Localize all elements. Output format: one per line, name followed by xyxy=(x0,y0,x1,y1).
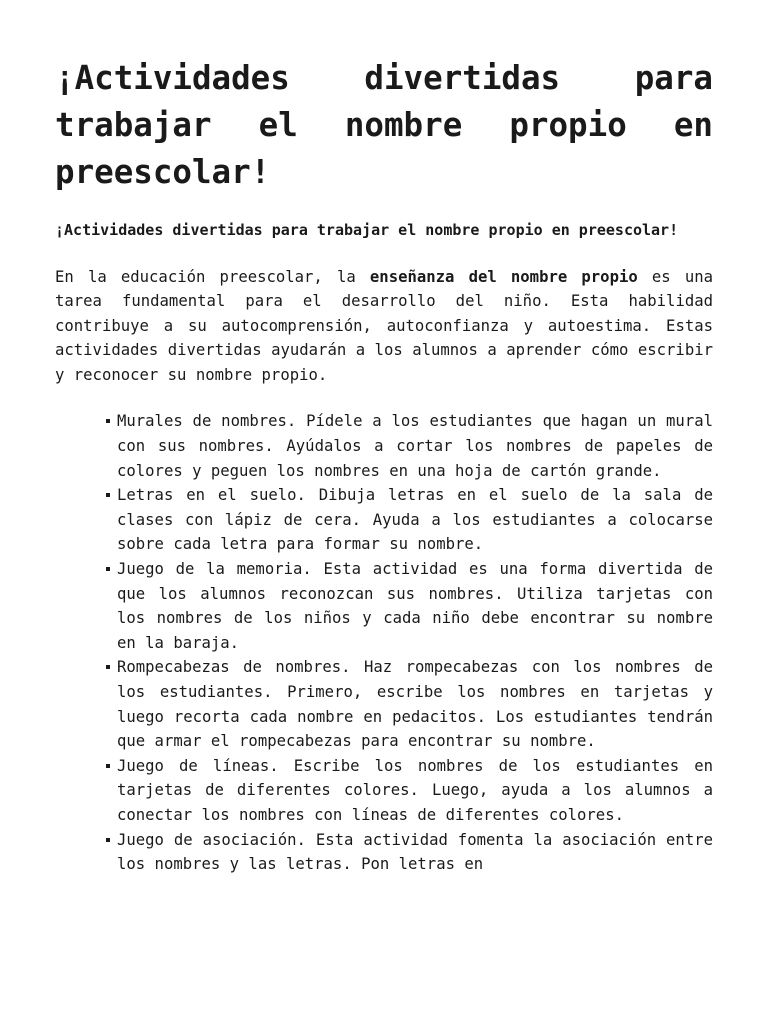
article-subtitle: ¡Actividades divertidas para trabajar el nombre propio en preescolar! xyxy=(55,221,679,239)
bullet-icon xyxy=(106,665,110,669)
intro-text-after: es una tarea fundamental para el desarrollo del niño. Esta habilidad contribuye a su autocomprensión, autoconfianza y autoestima. Estas actividades divertidas ayudarán a los alumnos a aprender cómo escribir y reconocer su nombre propio. xyxy=(55,267,714,384)
list-item-text: Murales de nombres. Pídele a los estudiantes que hagan un mural con sus nombres. Ayúdalos a cortar los nombres de papeles de colores y peguen los nombres en una hoja de cartón grande. xyxy=(117,412,713,480)
intro-bold-phrase: enseñanza del nombre propio xyxy=(369,267,638,286)
page-title: ¡Actividades divertidas para trabajar el nombre propio en preescolar! xyxy=(55,59,713,191)
list-item-lineas xyxy=(117,754,713,828)
list-item-asociacion xyxy=(117,828,713,877)
bullet-icon xyxy=(106,764,110,768)
bullet-icon xyxy=(106,493,110,497)
bullet-icon xyxy=(106,567,110,571)
bullet-icon xyxy=(106,419,110,423)
list-item-letras xyxy=(117,483,713,557)
list-item-text: Juego de líneas. Escribe los nombres de los estudiantes en tarjetas de diferentes colores. Luego, ayuda a los alumnos a conectar los nombres con líneas de diferentes colores. xyxy=(117,756,713,824)
list-item-text: Juego de asociación. Esta actividad fomenta la asociación entre los nombres y las letras. Pon letras en xyxy=(117,830,713,874)
list-item-text: Letras en el suelo. Dibuja letras en el suelo de la sala de clases con lápiz de cera. Ayuda a los estudiantes a colocarse sobre cada letra para formar su nombre. xyxy=(117,486,713,554)
article xyxy=(55,55,713,877)
list-item-memoria xyxy=(117,557,713,655)
bullet-icon xyxy=(106,838,110,842)
intro-paragraph xyxy=(55,265,713,388)
list-item-text: Rompecabezas de nombres. Haz rompecabezas con los nombres de los estudiantes. Primero, escribe los nombres en tarjetas y luego recorta cada nombre en pedacitos. Los estudiantes tendrán que armar el rompecabezas para encontrar su nombre. xyxy=(117,658,713,751)
intro-text-before: En la educación preescolar, la xyxy=(55,267,370,286)
list-item-murales xyxy=(117,409,713,483)
list-item-rompecabezas xyxy=(117,655,713,753)
list-item-text: Juego de la memoria. Esta actividad es una forma divertida de que los alumnos reconozcan sus nombres. Utiliza tarjetas con los nombres de los niños y cada niño debe encontrar su nombre en la baraja. xyxy=(117,560,713,652)
activities-list xyxy=(55,409,713,876)
